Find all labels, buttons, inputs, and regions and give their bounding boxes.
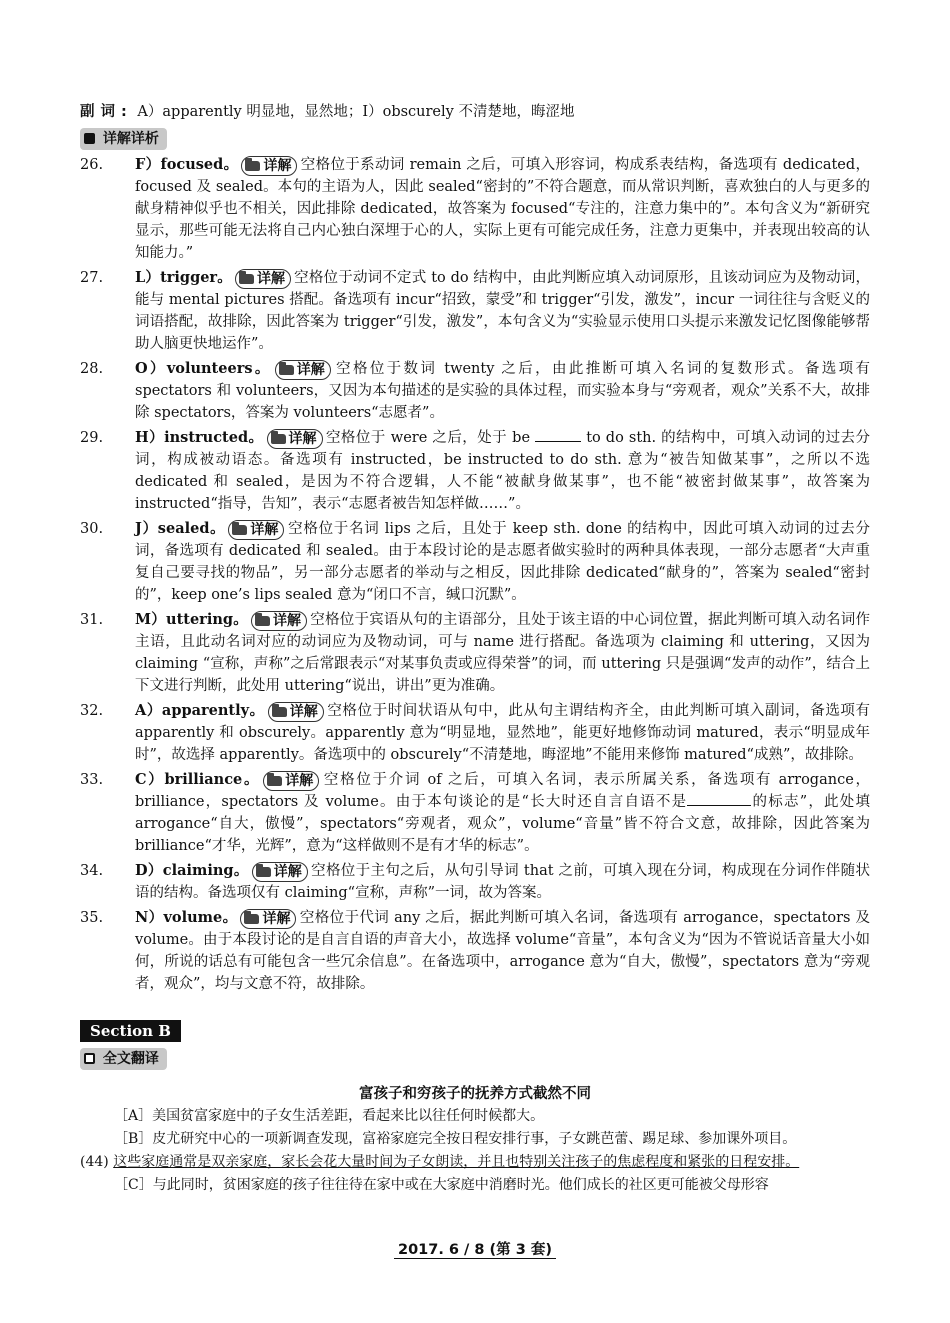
detail-tag	[228, 520, 284, 540]
item-answer: L）trigger。	[135, 269, 232, 286]
detail-tag-label: 详解	[262, 911, 291, 927]
detail-tag	[240, 909, 296, 929]
explanation-item	[80, 518, 870, 606]
item-answer: F）focused。	[135, 156, 239, 173]
item-answer: N）volume。	[135, 909, 238, 926]
detail-tag	[263, 771, 319, 791]
translation-para-b-text: ［B］皮尤研究中心的一项新调查发现，富裕家庭完全按日程安排行事，子女跳芭蕾、踢足球、参加课外项目。	[114, 1131, 797, 1147]
detail-tag	[252, 862, 308, 882]
translation-para-c: ［C］与此同时，贫困家庭的孩子往往待在家中或在大家庭中消磨时光。他们成长的社区更可能被父母形容	[114, 1177, 769, 1193]
item-answer: J）sealed。	[135, 520, 226, 537]
explanation-item	[80, 358, 870, 424]
detail-tag	[235, 269, 291, 289]
explanation-item	[80, 154, 870, 264]
detail-tag	[268, 702, 324, 722]
item-answer: O）volunteers。	[135, 360, 272, 377]
translation-banner	[80, 1048, 167, 1070]
detail-banner-label: 详解详析	[102, 131, 159, 147]
item-text: 空格位于代词 any 之后，据此判断可填入名词，备选项有 arrogance，spectators 及 volume。由于本段讨论的是自言自语的声音大小，故选择 volume“音量”，本句含义为“因为不管说话音量大小如何，所说的话总有可能包含一些冗余信息”。在备选项中，arrogance 意为“自大，傲慢”，spectators 意为“旁观者，观众”，均与文意不符，故排除。	[135, 910, 870, 992]
detail-tag-label: 详解	[263, 158, 292, 174]
item-answer: D）claiming。	[135, 862, 249, 879]
item-answer: C）brilliance。	[135, 771, 261, 788]
folder-icon	[279, 365, 294, 375]
item-number: 31.	[80, 612, 104, 628]
banner-box-icon	[84, 133, 95, 144]
banner-box-icon	[84, 1053, 95, 1064]
translation-title: 富孩子和穷孩子的抚养方式截然不同	[359, 1086, 591, 1102]
item-answer: M）uttering。	[135, 611, 248, 628]
translation-para-b	[80, 1128, 870, 1151]
detail-tag-label: 详解	[289, 704, 318, 720]
item-number: 34.	[80, 863, 104, 879]
item-text: 空格位于动词不定式 to do 结构中，由此判断应填入动词原形，且该动词应为及物动词，能与 mental pictures 搭配。备选项有 incur“招致，蒙受”和 trigger“引发，激发”，incur 一词往往与含贬义的词语搭配，故排除，因此答案为 trigger“引发，激发”，本句含义为“实验显示使用口头提示来激发记忆图像能够帮助人脑更快地运作”。	[135, 270, 870, 352]
translation-para-b-cont	[80, 1151, 870, 1174]
folder-icon	[272, 707, 287, 717]
folder-icon	[267, 776, 282, 786]
item-number: 26.	[80, 157, 104, 173]
explanation-item	[80, 907, 870, 995]
detail-tag-label: 详解	[273, 613, 301, 629]
item-text-cont: to do sth. 的结构中，可填入动词的过去分词，构成被动语态。备选项有 instructed，be instructed to do sth. 意为“被告知做某事”，之所以不选 dedicated 和 sealed，是因为不符合逻辑，人不能“被献身做某事”，也不能“被密封做某事”，故答案为 instructed“指导，告知”，表示“志愿者被告知怎样做……”。	[135, 430, 871, 512]
item-text: 空格位于名词 lips 之后，且处于 keep sth. done 的结构中，因此可填入动词的过去分词，备选项有 dedicated 和 sealed。由于本段讨论的是志愿者做实验时的两种具体表现，一部分志愿者“大声重复自己要寻找的物品”，另一部分志愿者的举动与之相反，因此排除 dedicated“献身的”，答案为 sealed“密封的”，keep one’s lips sealed 意为“闭口不言，缄口沉默”。	[135, 521, 870, 603]
explanation-list	[80, 154, 870, 995]
detail-tag-label: 详解	[288, 431, 317, 447]
fill-blank	[687, 791, 751, 806]
detail-tag-label: 详解	[256, 271, 285, 287]
folder-icon	[244, 914, 259, 924]
folder-icon	[232, 525, 247, 535]
item-number: 28.	[80, 361, 104, 377]
question-marker: (44)	[80, 1154, 109, 1170]
item-answer: A）apparently。	[135, 702, 265, 719]
item-text: 空格位于 were 之后，处于 be	[325, 430, 531, 446]
folder-icon	[255, 616, 270, 626]
folder-icon	[271, 434, 286, 444]
page-footer	[0, 1238, 950, 1259]
item-text: 空格位于宾语从句的主语部分，且处于该主语的中心词位置，据此判断可填入动名词作主语，且此动名词对应的动词应为及物动词，可与 name 进行搭配。备选项为 claiming 和 uttering，又因为 claiming “宣称，声称”之后常跟表示“对某事负责或应得荣誉”的词，而 uttering 只是强调“发声的动作”，结合上下文进行判断，此处用 uttering“说出，讲出”更为准确。	[135, 612, 871, 694]
adverb-label: 副词:	[80, 104, 133, 120]
detail-tag-label: 详解	[285, 773, 314, 789]
adverb-text: A）apparently 明显地，显然地；I）obscurely 不清楚地，晦涩地	[137, 104, 575, 120]
item-text: 空格位于数词 twenty 之后，由此推断可填入名词的复数形式。备选项有 spectators 和 volunteers，又因为本句描述的是实验的具体过程，而实验本身与“旁观者，观众”关系不大，故排除 spectators，答案为 volunteers“志愿者”。	[135, 361, 870, 421]
translation-para-a: ［A］美国贫富家庭中的子女生活差距，看起来比以往任何时候都大。	[114, 1108, 545, 1124]
detail-tag	[275, 360, 331, 380]
explanation-item	[80, 427, 870, 515]
section-b-heading: Section B	[80, 1020, 181, 1042]
item-text: 空格位于主句之后，从句引导词 that 之前，可填入现在分词，构成现在分词作伴随状语的结构。备选项仅有 claiming“宣称，声称”一词，故为答案。	[135, 863, 870, 901]
detail-tag	[241, 156, 297, 176]
folder-icon	[245, 161, 260, 171]
item-number: 27.	[80, 270, 104, 286]
page-content	[80, 100, 870, 1197]
item-text-cont: 的标志”，此处填 arrogance“自大，傲慢”，spectators“旁观者，观众”，volume“音量”皆不符合文意，故排除，因此答案为 brilliance“才华，光辉”，意为“这样做则不是有才华的标志”。	[135, 794, 870, 854]
folder-icon	[239, 274, 254, 284]
explanation-item	[80, 267, 870, 355]
explanation-item	[80, 860, 870, 904]
fill-blank	[535, 427, 581, 442]
item-number: 32.	[80, 703, 104, 719]
item-number: 29.	[80, 430, 104, 446]
explanation-item	[80, 609, 870, 697]
detail-tag	[267, 429, 323, 449]
explanation-item	[80, 769, 870, 857]
translation-banner-label: 全文翻译	[102, 1051, 159, 1067]
item-text: 空格位于时间状语从句中，此从句主谓结构齐全，由此判断可填入副词，备选项有 apparently 和 obscurely。apparently 意为“明显地，显然地”，能更好地修饰动词 matured，表示“明显成年时”，故选择 apparently。备选项中的 obscurely“不清楚地，晦涩地”不能用来修饰 matured“成熟”，故排除。	[135, 703, 871, 763]
item-answer: H）instructed。	[135, 429, 264, 446]
detail-banner	[80, 128, 167, 150]
item-number: 33.	[80, 772, 104, 788]
item-text: 空格位于系动词 remain 之后，可填入形容词，构成系表结构，备选项有 dedicated，focused 及 sealed。本句的主语为人，因此 sealed“密封的”不符合题意，而从常识判断，喜欢独白的人与更多的献身精神似乎也不相关，因此排除 dedicated，故答案为 focused“专注的，注意力集中的”。本句含义为“新研究显示，那些可能无法将自己内心独白深埋于心的人，实际上更有可能完成任务，注意力更集中，并表现出较高的认知能力。”	[135, 157, 870, 261]
detail-tag-label: 详解	[273, 864, 302, 880]
detail-tag-label: 详解	[250, 522, 279, 538]
explanation-item	[80, 700, 870, 766]
adverb-line	[80, 100, 870, 124]
item-text: 空格位于介词 of 之后，可填入名词，表示所属关系，备选项有 arrogance，brilliance，spectators 及 volume。由于本句谈论的是“长大时还自言自语不是	[135, 772, 870, 810]
item-number: 35.	[80, 910, 104, 926]
underlined-sentence: 这些家庭通常是双亲家庭，家长会花大量时间为子女朗读，并且也特别关注孩子的焦虑程度和紧张的日程安排。	[113, 1154, 800, 1170]
folder-icon	[256, 867, 271, 877]
detail-tag-label: 详解	[296, 362, 325, 378]
detail-tag	[251, 611, 307, 631]
footer-text: 2017. 6 / 8 (第 3 套)	[394, 1242, 556, 1259]
item-number: 30.	[80, 521, 104, 537]
